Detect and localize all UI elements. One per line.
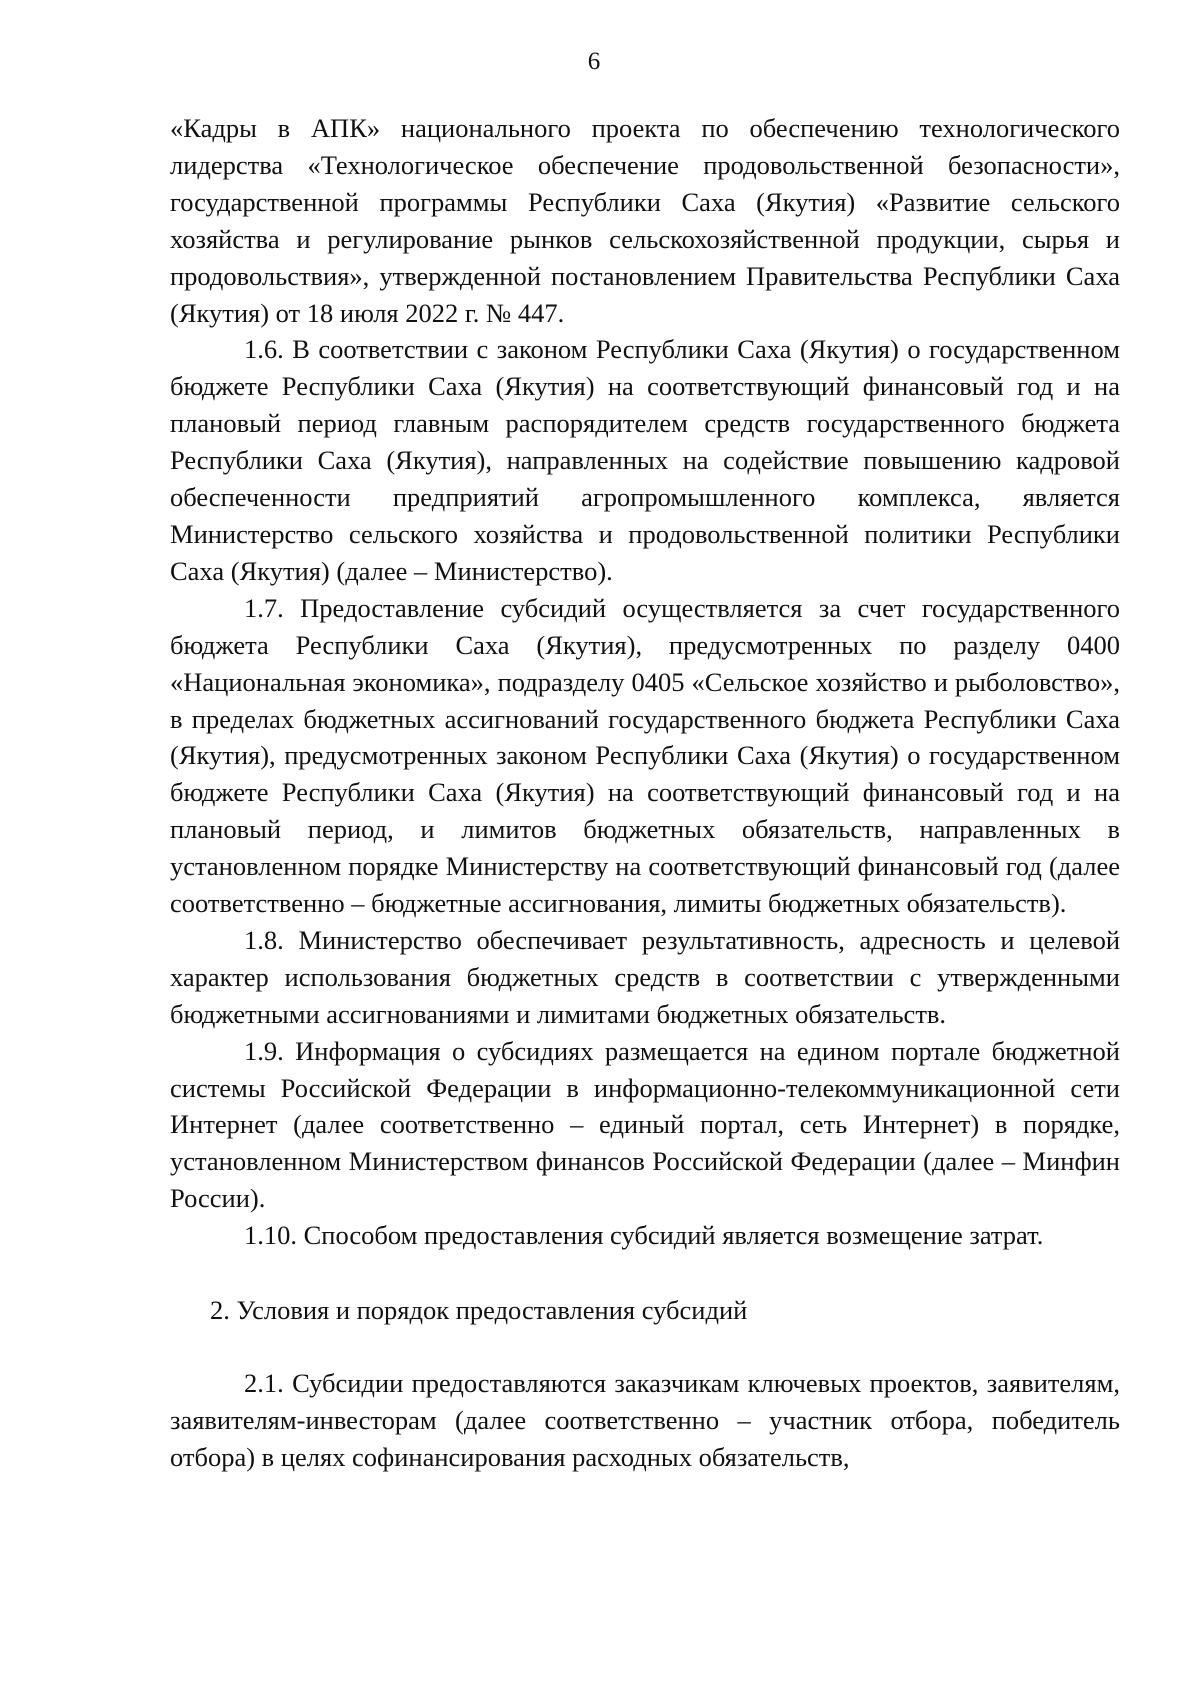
section-2-heading: 2. Условия и порядок предоставления субсидий (210, 1295, 748, 1326)
page-number: 6 (587, 48, 601, 75)
document-body (170, 110, 1120, 1476)
paragraph-continuation: «Кадры в АПК» национального проекта по обеспечению технологического лидерства «Технологическое обеспечение продовольственной безопасности», государственной программы Республики Саха (Якутия) «Развитие сельского хозяйства и регулирование рынков сельскохозяйственной продукции, сырья и продовольствия», утвержденной постановлением Правительства Республики Саха (Якутия) от 18 июля 2022 г. № 447. (170, 113, 1120, 328)
paragraph-1-8: 1.8. Министерство обеспечивает результативность, адресность и целевой характер использования бюджетных средств в соответствии с утвержденными бюджетными ассигнованиями и лимитами бюджетных обязательств. (170, 924, 1120, 1029)
paragraph-1-7: 1.7. Предоставление субсидий осуществляется за счет государственного бюджета Республики Саха (Якутия), предусмотренных по разделу 0400 «Национальная экономика», подразделу 0405 «Сельское хозяйство и рыболовство», в пределах бюджетных ассигнований государственного бюджета Республики Саха (Якутия), предусмотренных законом Республики Саха (Якутия) о государственном бюджете Республики Саха (Якутия) на соответствующий финансовый год и на плановый период, и лимитов бюджетных обязательств, направленных в установленном порядке Министерству на соответствующий финансовый год (далее соответственно – бюджетные ассигнования, лимиты бюджетных обязательств). (170, 592, 1120, 919)
paragraph-1-6: 1.6. В соответствии с законом Республики Саха (Якутия) о государственном бюджете Республики Саха (Якутия) на соответствующий финансовый год и на плановый период главным распорядителем средств государственного бюджета Республики Саха (Якутия), направленных на содействие повышению кадровой обеспеченности предприятий агропромышленного комплекса, является Министерство сельского хозяйства и продовольственной политики Республики Саха (Якутия) (далее – Министерство). (170, 334, 1120, 586)
paragraph-1-10: 1.10. Способом предоставления субсидий является возмещение затрат. (244, 1220, 1044, 1251)
paragraph-2-1: 2.1. Субсидии предоставляются заказчикам ключевых проектов, заявителям, заявителям-инвесторам (далее соответственно – участник отбора, победитель отбора) в целях софинансирования расходных обязательств, (170, 1368, 1120, 1472)
paragraph-1-9: 1.9. Информация о субсидиях размещается на едином портале бюджетной системы Российской Федерации в информационно-телекоммуникационной сети Интернет (далее соответственно – единый портал, сеть Интернет) в порядке, установленном Министерством финансов Российской Федерации (далее – Минфин России). (170, 1035, 1120, 1214)
